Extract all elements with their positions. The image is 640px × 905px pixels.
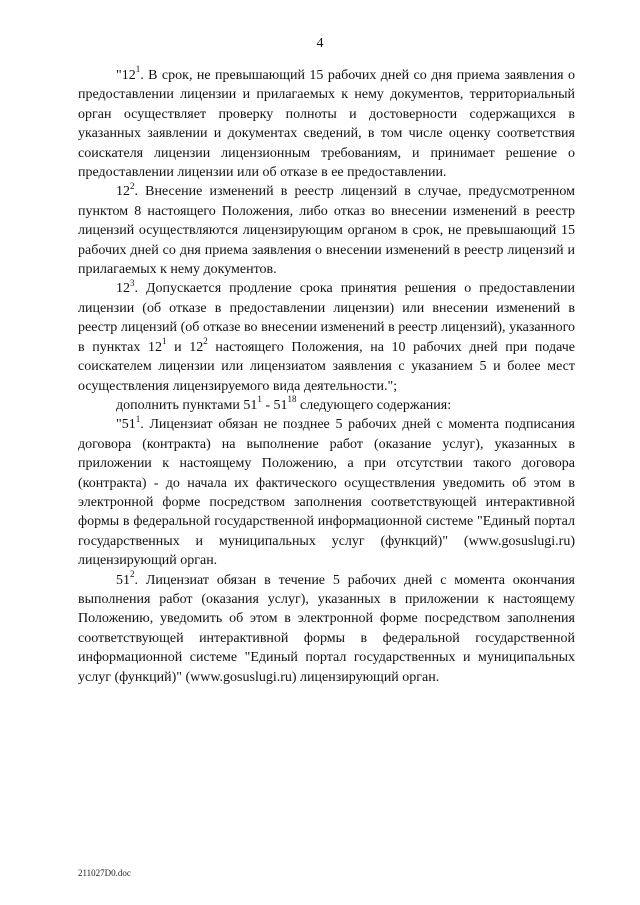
document-code: 211027D0.doc xyxy=(78,868,131,878)
paragraph-text: . Лицензиат обязан не позднее 5 рабочих дней с момента подписания договора (контракта) на выполнение работ (оказание услуг), указанных в приложении к настоящему Положению, а при отсутствии такого договора (контракта) - до начала их фактического осуществления уведомить об этом в электронной форме посредством заполнения соответствующей интерактивной формы в федеральной государственной информационной системе "Единый портал государственных и муниципальных услуг (функций)" (www.gosuslugi.ru) лицензирующий орган. xyxy=(78,417,575,569)
paragraph-12-2 xyxy=(78,182,575,279)
item-number: "$12^1$ xyxy=(116,64,141,83)
paragraph-text: . В срок, не превышающий 15 рабочих дней со дня приема заявления о предоставлении лицензии и прилагаемых к нему документов, территориальный орган осуществляет проверку полноты и достоверности содержащихся в указанных заявлении и документах сведений, в том числе оценку соответствия соискателя лицензии лицензионным требованиям, и принимает решение о предоставлении лицензии или об отказе в ее предоставлении. xyxy=(78,68,575,181)
paragraph-add-items: дополнить пунктами $51^1 - 51^{18}$ следующего содержания: xyxy=(116,394,452,413)
paragraph-12-1 xyxy=(78,66,575,182)
item-number: $12^2$ xyxy=(116,180,135,200)
item-number: "$51^1$ xyxy=(116,413,141,433)
item-number: $51^2$ xyxy=(116,568,135,588)
page-number: 4 xyxy=(316,36,324,51)
paragraph-text: . Внесение изменений в реестр лицензий в случае, предусмотренном пунктом 8 настоящего Положения, либо отказ во внесении изменений в реестр лицензий осуществляются лицензирующим органом в срок, не превышающий 15 рабочих дней со дня приема заявления о внесении изменений в реестр лицензий и прилагаемых к нему документов. xyxy=(78,184,575,278)
paragraph-51-1 xyxy=(78,415,575,570)
paragraph-51-2 xyxy=(78,568,575,687)
item-number: $12^3$ xyxy=(116,277,135,297)
paragraph-text: . Лицензиат обязан в течение 5 рабочих дней с момента окончания выполнения работ (оказания услуг), указанных в приложении к настоящему Положению, уведомить об этом в электронной форме посредством заполнения соответствующей интерактивной формы в федеральной государственной информационной системе "Единый портал государственных и муниципальных услуг (функций)" (www.gosuslugi.ru) лицензирующий орган. xyxy=(78,572,575,685)
paragraph-12-3: $12^3$. Допускается продление срока принятия решения о предоставлении лицензии (об отказе в предоставлении лицензии) или внесении изменений в реестр лицензий (об отказе во внесении изменений в реестр лицензий), указанного в пунктах $12^1$ и $12^2$ настоящего Положения, на 10 рабочих дней при подаче соискателем лицензии или лицензиатом заявления с указанием 5 и более мест осуществления лицензируемого вида деятельности."; xyxy=(78,277,575,394)
document-body xyxy=(78,66,575,687)
